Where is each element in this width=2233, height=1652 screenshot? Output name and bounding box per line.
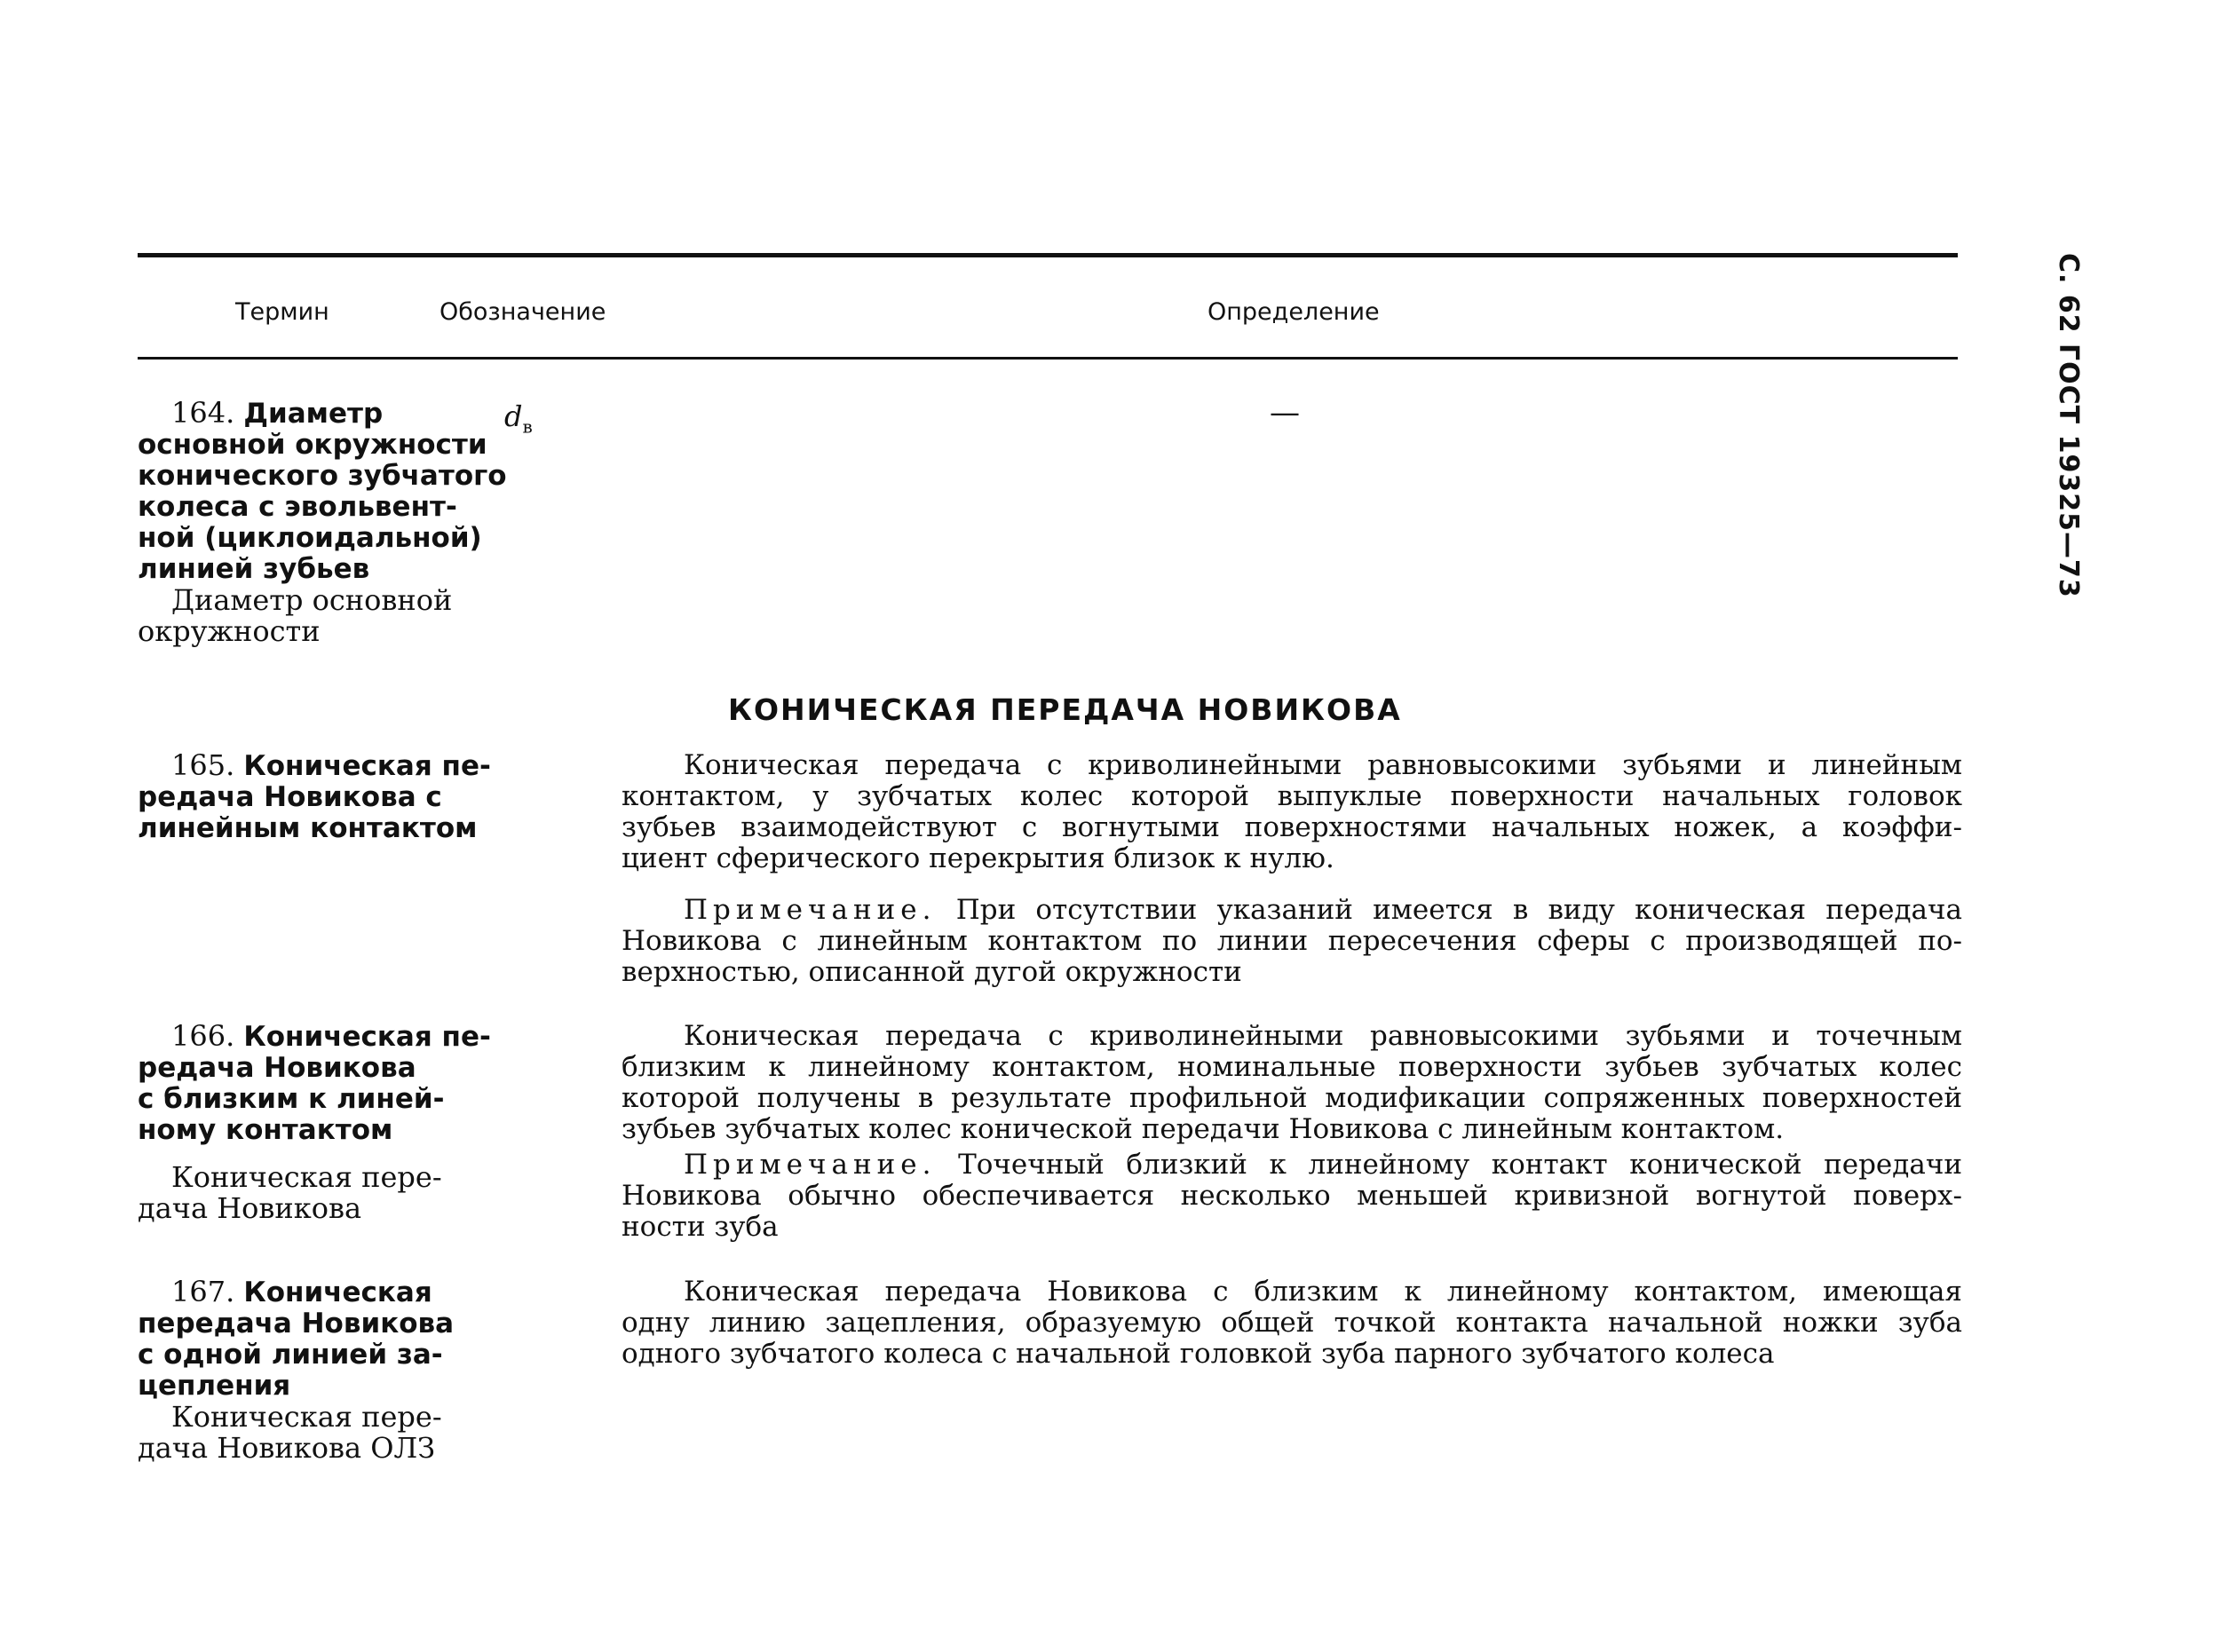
term-164: 164. Диаметр основной окружности конического зубчатого колеса с эвольвент- ной (циклоидальной) линией зубьев Диаметр основной окружности (138, 396, 507, 648)
note-label: Примечание. (684, 894, 937, 926)
symbol-164: $d_в$ (504, 399, 533, 438)
term-167: 167. Коническая передача Новикова с одной линией за- цепления Коническая пере- дача Новикова ОЛЗ (138, 1277, 484, 1464)
section-title: КОНИЧЕСКАЯ ПЕРЕДАЧА НОВИКОВА (728, 692, 1402, 727)
definition-164: — (1270, 395, 1300, 431)
term-166: 166. Коническая пе- редача Новикова с близким к линей- ному контактом Коническая пере- дача Новикова (138, 1019, 491, 1225)
note-label: Примечание. (684, 1149, 937, 1181)
note-166: Примечание. Точечный близкий к линейному контакт конической передачи Новикова обычно обеспечивается несколько меньшей кривизной вогнутой поверх- ности зуба (622, 1149, 1963, 1243)
definition-167: Коническая передача Новикова с близким к линейному контактом, имеющая одну линию зацепления, образуемую общей точкой контакта начальной ножки зуба одного зубчатого колеса с начальной головкой зуба парного зубчатого колеса (622, 1276, 1962, 1370)
definition-165: Коническая передача с криволинейными равновысокими зубьями и линейным контактом, у зубчатых колес которой выпуклые поверхности начальных головок зубьев взаимодействуют с вогнутыми поверхностями начальных ножек, а коэффи- циент сферического перекрытия близок к нулю. (622, 749, 1962, 874)
term-165: 165. Коническая пе- редача Новикова с линейным контактом (138, 748, 491, 844)
page-side-label: С. 62 ГОСТ 19325—73 (2053, 253, 2084, 598)
term-number: 164. (171, 396, 235, 430)
note-165: Примечание. При отсутствии указаний имеется в виду коническая передача Новикова с линейным контактом по линии пересечения сферы с производящей по- верхностью, описанной дугой окружности (622, 894, 1962, 988)
synonym: Диаметр основной (171, 583, 453, 617)
definition-166: Коническая передача с криволинейными равновысокими зубьями и точечным близким к линейному контактом, номинальные поверхности зубьев зубчатых колес которой получены в результате профильной модификации сопряженных поверхностей зубьев зубчатых колес конической передачи Новикова с линейным контактом. (622, 1020, 1962, 1145)
table-top-rule (138, 253, 1958, 257)
synonym: Коническая пере- (171, 1400, 442, 1434)
synonym: Коническая пере- (171, 1160, 442, 1194)
column-header-designation: Обозначение (439, 298, 606, 326)
column-header-definition: Определение (1208, 298, 1380, 326)
column-header-term: Термин (235, 298, 329, 326)
table-header-rule (138, 357, 1958, 360)
